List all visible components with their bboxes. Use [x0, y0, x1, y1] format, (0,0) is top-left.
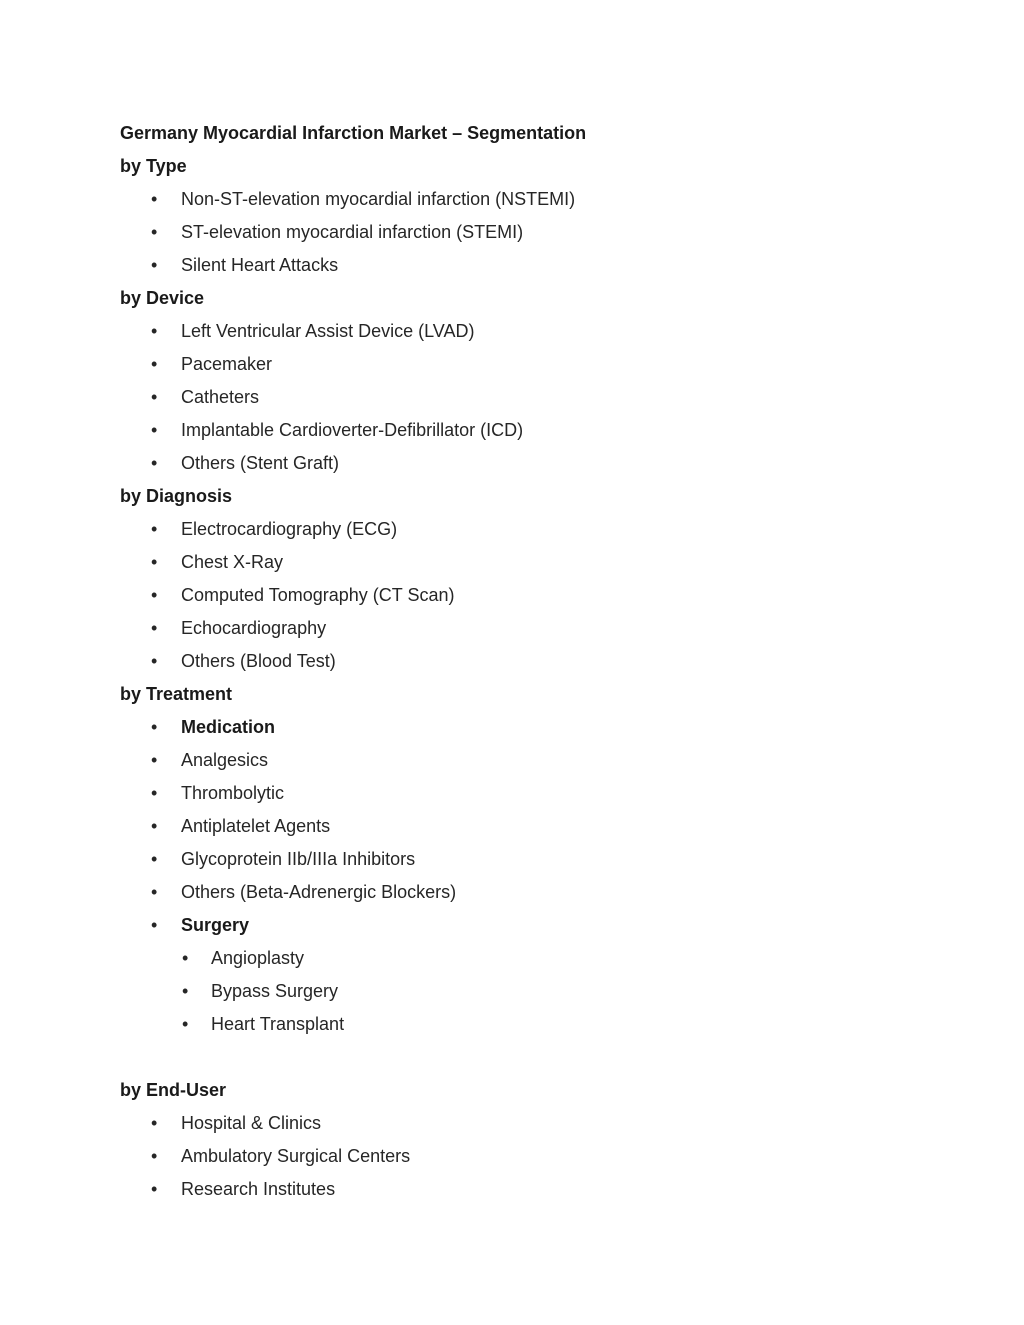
section-heading-device: by Device	[120, 288, 205, 308]
list-item-surgery	[120, 912, 920, 945]
bullet-icon: •	[151, 651, 158, 671]
list-item	[120, 516, 920, 549]
list-item	[120, 417, 920, 450]
bullet-icon: •	[151, 750, 158, 770]
bullet-icon: •	[151, 717, 158, 737]
list-item-text: Angioplasty	[211, 948, 305, 968]
list-item-text: Ambulatory Surgical Centers	[181, 1146, 411, 1166]
bullet-icon: •	[182, 948, 189, 968]
section-heading-diagnosis: by Diagnosis	[120, 486, 233, 506]
section-heading-treatment: by Treatment	[120, 684, 233, 704]
list-item	[120, 846, 920, 879]
document-page	[120, 120, 920, 1209]
list-item	[120, 318, 920, 351]
section-heading-end-user: by End-User	[120, 1080, 227, 1100]
list-item-text: Others (Beta-Adrenergic Blockers)	[181, 882, 457, 902]
bullet-icon: •	[151, 1146, 158, 1166]
bullet-icon: •	[151, 519, 158, 539]
list-item-text: Others (Blood Test)	[181, 651, 336, 671]
list-item-text: Analgesics	[181, 750, 269, 770]
list-item	[120, 582, 920, 615]
sub-list-item	[120, 945, 920, 978]
list-item-text: Glycoprotein IIb/IIIa Inhibitors	[181, 849, 416, 869]
bullet-icon: •	[182, 1014, 189, 1034]
list-item	[120, 252, 920, 285]
bullet-icon: •	[151, 453, 158, 473]
list-item-text: Thrombolytic	[181, 783, 285, 803]
section-heading-type: by Type	[120, 156, 187, 176]
list-item	[120, 615, 920, 648]
bullet-icon: •	[151, 882, 158, 902]
list-item-text: Heart Transplant	[211, 1014, 345, 1034]
list-item-text: Research Institutes	[181, 1179, 336, 1199]
list-item-text: Pacemaker	[181, 354, 273, 374]
list-item-text: Medication	[181, 717, 276, 737]
bullet-icon: •	[151, 387, 158, 407]
list-item	[120, 879, 920, 912]
list-item	[120, 813, 920, 846]
list-item-text: Others (Stent Graft)	[181, 453, 340, 473]
sub-list-item	[120, 978, 920, 1011]
bullet-icon: •	[151, 1113, 158, 1133]
bullet-icon: •	[151, 585, 158, 605]
bullet-icon: •	[182, 981, 189, 1001]
bullet-icon: •	[151, 849, 158, 869]
bullet-icon: •	[151, 618, 158, 638]
bullet-icon: •	[151, 354, 158, 374]
list-item-text: Computed Tomography (CT Scan)	[181, 585, 455, 605]
list-item-text: Non-ST-elevation myocardial infarction (NSTEMI)	[181, 189, 576, 209]
list-item	[120, 351, 920, 384]
bullet-icon: •	[151, 222, 158, 242]
list-item	[120, 747, 920, 780]
list-item-text: Implantable Cardioverter-Defibrillator (ICD)	[181, 420, 524, 440]
document-title: Germany Myocardial Infarction Market – Segmentation	[120, 123, 587, 143]
list-item-text: Hospital & Clinics	[181, 1113, 322, 1133]
list-item-text: Surgery	[181, 915, 250, 935]
bullet-icon: •	[151, 189, 158, 209]
bullet-icon: •	[151, 552, 158, 572]
bullet-icon: •	[151, 1179, 158, 1199]
bullet-icon: •	[151, 321, 158, 341]
list-item	[120, 186, 920, 219]
bullet-icon: •	[151, 255, 158, 275]
list-item-text: ST-elevation myocardial infarction (STEMI)	[181, 222, 524, 242]
list-item	[120, 1110, 920, 1143]
list-item	[120, 450, 920, 483]
list-item	[120, 648, 920, 681]
list-item	[120, 384, 920, 417]
bullet-icon: •	[151, 783, 158, 803]
list-item-text: Echocardiography	[181, 618, 327, 638]
list-item-text: Bypass Surgery	[211, 981, 339, 1001]
list-item	[120, 1143, 920, 1176]
list-item	[120, 549, 920, 582]
list-item	[120, 780, 920, 813]
list-item-text: Antiplatelet Agents	[181, 816, 331, 836]
list-item	[120, 219, 920, 252]
bullet-icon: •	[151, 816, 158, 836]
list-item-text: Chest X-Ray	[181, 552, 284, 572]
blank-line	[120, 1044, 920, 1077]
list-item	[120, 1176, 920, 1209]
sub-list-item	[120, 1011, 920, 1044]
list-item-text: Electrocardiography (ECG)	[181, 519, 398, 539]
list-item-text: Left Ventricular Assist Device (LVAD)	[181, 321, 475, 341]
list-item-medication	[120, 714, 920, 747]
list-item-text: Silent Heart Attacks	[181, 255, 339, 275]
list-item-text: Catheters	[181, 387, 260, 407]
bullet-icon: •	[151, 915, 158, 935]
bullet-icon: •	[151, 420, 158, 440]
